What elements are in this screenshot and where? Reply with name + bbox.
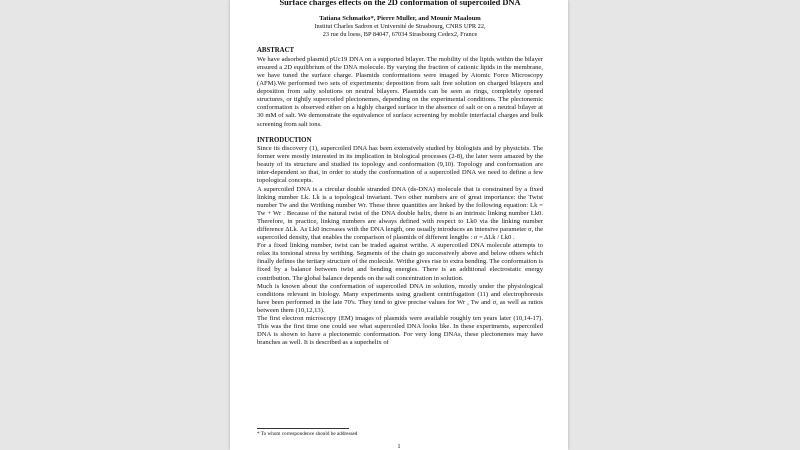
- paper-page: [230, 0, 568, 450]
- intro-paragraph: Much is known about the conformation of supercoiled DNA in solution, mostly under the physiological conditions relevant in biology. Many experiments using gradient centrifugation (11) and electrophoresis have been performed in the late 70's. They tend to give precise values for Wr , Tw and σ, as well as ratios between them (10,12,13).: [257, 282, 543, 314]
- affiliation-line-1: Institut Charles Sadron et Université de Strasbourg, CNRS UPR 22,: [314, 23, 486, 31]
- page-number: 1: [397, 443, 401, 450]
- footnote-divider: [257, 428, 349, 429]
- intro-paragraph: Since its discovery (1), supercoiled DNA has been extensively studied by biologists and by physicists. The former were mostly interested in its implication in biological processes (2-8), the later were amazed by the beauty of its structure and studied its topology and conformation (9,10). Topology and conformation are inter-dependent so that, in order to study the conformation of a supercoiled DNA we need to define a few topological concepts.: [257, 145, 543, 185]
- abstract-heading: ABSTRACT: [257, 47, 295, 55]
- intro-paragraph: A supercoiled DNA is a circular double stranded DNA (ds-DNA) molecule that is constrained by a fixed linking number Lk. Lk is a topological invariant. Two other numbers are of great importance: the Twist number Tw and the Writhing number Wr. These three quantities are linked by the following equation: Lk = Tw + Wr . Because of the natural twist of the DNA double helix, there is an intrinsic linking number Lk0. Therefore, in practice, linking numbers are always defined with respect to Lk0 via the linking number difference ΔLk. As Lk0 increases with the DNA length, one usually introduces an intensive parameter σ, the supercoiled density, that enables the comparison of plasmids of different lengths : σ = ΔLk / Lk0 .: [257, 185, 543, 242]
- page-content: [257, 0, 543, 347]
- affiliation-line-2: 23 rue du loess, BP 84047, 67034 Strasbourg Cedex2, France: [322, 31, 478, 39]
- abstract-text: We have adsorbed plasmid pUc19 DNA on a supported bilayer. The mobility of the lipids within the bilayer ensured a 2D equilibrium of the DNA molecule. By varying the fraction of cationic lipids in the membrane, we have tuned the surface charge. Plasmids conformations were imaged by Atomic Force Microscopy (AFM).We performed two sets of experiments: deposition from salt free solution on charged bilayers and deposition from salty solutions on neutral bilayers. Plasmids can be seen as rings, completely opened structures, or tightly supercoiled plectonemes, depending on the experimental conditions. The plectonemic conformation is observed either on a highly charged surface in the absence of salt or on a neutral bilayer at 30 mM of salt. We demonstrate the equivalence of surface screening by mobile interfacial charges and bulk screening from salt ions.: [257, 55, 543, 128]
- author-list: Tatiana Schmatko*, Pierre Muller, and Mounir Maaloum: [319, 15, 481, 22]
- footnote: * To whom correspondence should be addressed: [257, 431, 358, 437]
- paper-title: Surface charges effects on the 2D conformation of supercoiled DNA: [279, 0, 521, 7]
- intro-paragraph: The first electron microscopy (EM) images of plasmids were available roughly ten years later (10,14-17). This was the first time one could see what supercoiled DNA looks like. In these experiments, supercoiled DNA is shown to have a plectonemic conformation. For very long DNAs, these plectonemes may have branches as well. It is described as a superhelix of: [257, 315, 543, 347]
- introduction-heading: INTRODUCTION: [257, 136, 312, 144]
- intro-paragraph: For a fixed linking number, twist can be traded against writhe. A supercoiled DNA molecule attempts to relax its torsional stress by writhing. Segments of the chain go successively above and below others which finally defines the tertiary structure of the molecule. Writhe gives rise to extra bending. The conformation is fixed by a balance between twist and bending energies. There is an additional electrostatic energy contribution. The global balance depends on the salt concentration in solution.: [257, 242, 543, 282]
